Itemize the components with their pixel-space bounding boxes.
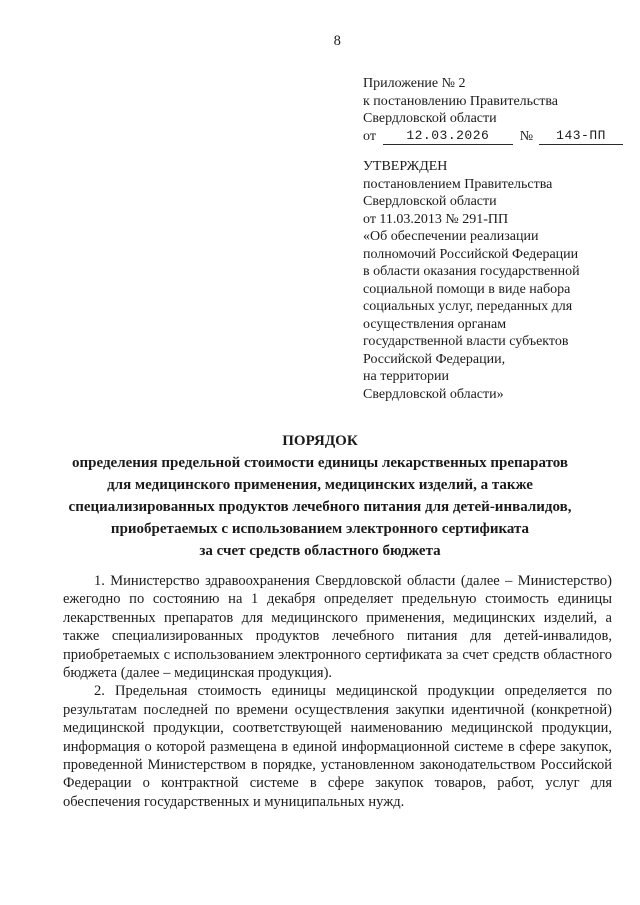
order-title-line: определения предельной стоимости единицы лекарственных препаратов — [72, 455, 568, 471]
paragraph-2: 2. Предельная стоимость единицы медицинской продукции определяется по результатам последней по времени осуществления закупки идентичной (конкретной) медицинской продукции, соответствующей наименованию медицинской продукции, информация о которой размещена в единой информационной системе в сфере закупок, проведенной Министерством в порядке, установленном законодательством Российской Федерации о контрактной системе в сфере закупок товаров, работ, услуг для обеспечения государственных и муниципальных нужд. — [63, 683, 612, 810]
annex-date-line — [363, 128, 623, 146]
paragraph-1: 1. Министерство здравоохранения Свердловской области (далее – Министерство) ежегодно по состоянию на 1 декабря определяет предельную стоимость единицы лекарственных препаратов для медицинского применения, медицинских изделий, а также специализированных продуктов лечебного питания для детей-инвалидов, приобретаемых с использованием электронного сертификата за счет средств областного бюджета (далее – медицинская продукция). — [63, 573, 612, 682]
order-title-line: ПОРЯДОК — [282, 433, 358, 449]
order-title-line: за счет средств областного бюджета — [199, 543, 441, 559]
approved-line: в области оказания государственной — [363, 264, 580, 279]
approved-line: осуществления органам — [363, 316, 507, 332]
order-title — [40, 430, 600, 562]
order-title-line: специализированных продуктов лечебного питания для детей-инвалидов, — [68, 499, 572, 515]
approved-line: от 11.03.2013 № 291-ПП — [363, 211, 509, 227]
number-fill-field: 143-ПП — [539, 128, 623, 145]
approved-line: Свердловской области — [363, 194, 497, 209]
annex-line: Свердловской области — [363, 111, 497, 126]
annex-block — [363, 75, 623, 145]
approved-line: государственной власти субъектов — [363, 334, 569, 349]
approved-block — [363, 158, 623, 403]
date-prefix: от — [363, 128, 376, 144]
page-number: 8 — [333, 33, 342, 49]
approved-line: постановлением Правительства — [363, 176, 553, 192]
order-body — [63, 572, 612, 811]
approved-line: полномочий Российской Федерации — [363, 246, 579, 262]
annex-line: Приложение № 2 — [363, 76, 466, 91]
annex-line: к постановлению Правительства — [363, 93, 559, 109]
date-fill-field: 12.03.2026 — [383, 128, 513, 145]
order-title-line: приобретаемых с использованием электронного сертификата — [110, 521, 530, 537]
approved-line: социальной помощи в виде набора — [363, 281, 571, 297]
approved-line: Российской Федерации, — [363, 351, 506, 367]
approved-line: социальных услуг, переданных для — [363, 299, 573, 314]
number-sign: № — [519, 128, 534, 144]
approved-line: Свердловской области» — [363, 386, 504, 402]
approved-line: «Об обеспечении реализации — [363, 229, 539, 244]
order-title-line: для медицинского применения, медицинских изделий, а также — [107, 477, 533, 493]
approved-line: УТВЕРЖДЕН — [363, 159, 448, 174]
approved-line: на территории — [363, 369, 449, 384]
